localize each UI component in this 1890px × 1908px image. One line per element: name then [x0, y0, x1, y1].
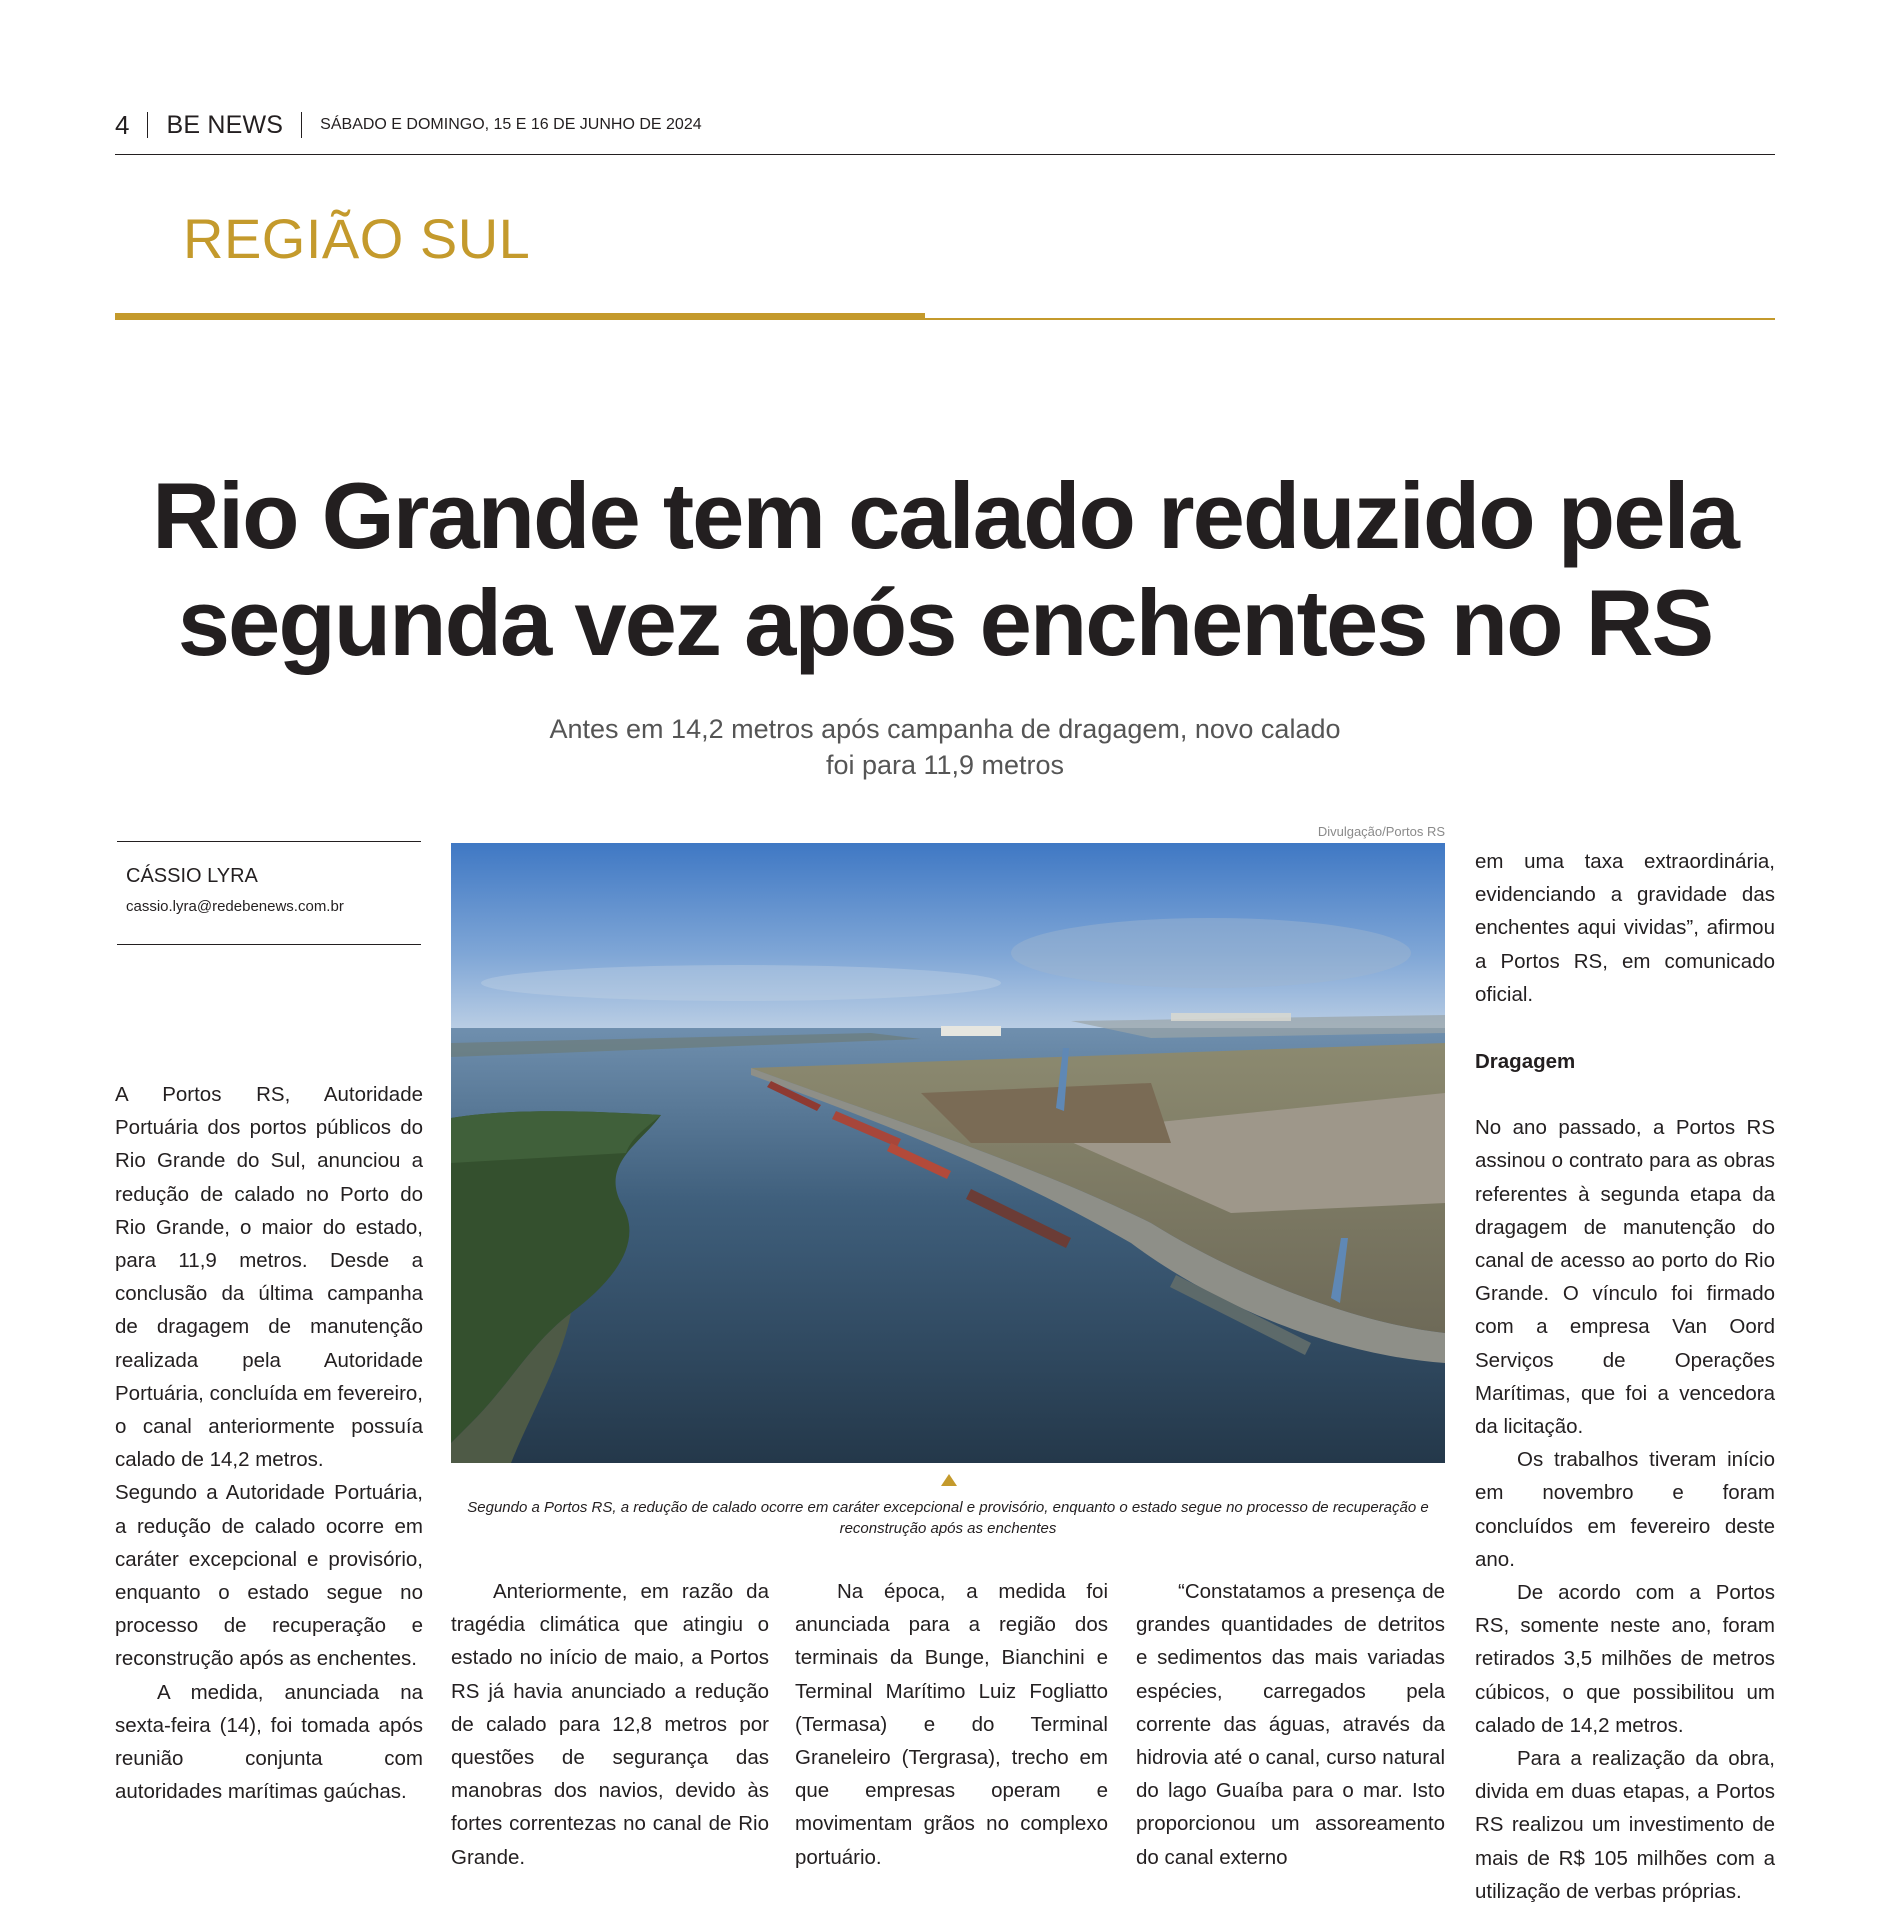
header-divider [301, 112, 302, 138]
paragraph: A Portos RS, Autoridade Portuária dos portos públicos do Rio Grande do Sul, anunciou a redução de calado no Porto do Rio Grande, o maior do estado, para 11,9 metros. Desde a conclusão da última campanha de dragagem de manutenção realizada pela Autoridade Portuária, concluída em fevereiro, o canal anteriormente possuía calado de 14,2 metros. [115, 1083, 423, 1472]
photo-caption: Segundo a Portos RS, a redução de calado ocorre em caráter excepcional e provisório, enquanto o estado segue no processo de recuperação e reconstrução após as enchentes [467, 1499, 1429, 1537]
author-email: cassio.lyra@redebenews.com.br [126, 898, 344, 915]
article-column-2 [451, 1575, 769, 1874]
issue-date: SÁBADO E DOMINGO, 15 E 16 DE JUNHO DE 2024 [320, 116, 702, 133]
paragraph: De acordo com a Portos RS, somente neste ano, foram retirados 3,5 milhões de metros cúbicos, o que possibilitou um calado de 14,2 metros. [1475, 1581, 1775, 1737]
section-rule-thick [115, 313, 925, 320]
paragraph: em uma taxa extraordinária, evidenciando a gravidade das enchentes aqui vividas”, afirmou a Portos RS, em comunicado oficial. [1475, 850, 1775, 1006]
byline-rule-top [117, 841, 421, 842]
section-title: REGIÃO SUL [183, 207, 531, 270]
headline: Rio Grande tem calado reduzido pela segunda vez após enchentes no RS [152, 463, 1738, 675]
article-column-3 [795, 1575, 1108, 1874]
article-column-4 [1136, 1575, 1445, 1874]
paragraph: Os trabalhos tiveram início em novembro e foram concluídos em fevereiro deste ano. [1475, 1448, 1775, 1571]
byline-rule-bottom [117, 944, 421, 945]
paragraph: No ano passado, a Portos RS assinou o contrato para as obras referentes à segunda etapa da dragagem de manutenção do canal de acesso ao porto do Rio Grande. O vínculo foi firmado com a empresa Van Oord Serviços de Operações Marítimas, que foi a vencedora da licitação. [1475, 1116, 1775, 1439]
subheadline: Antes em 14,2 metros após campanha de dragagem, novo calado foi para 11,9 metros [549, 714, 1341, 780]
publication-name: BE NEWS [166, 110, 284, 139]
paragraph: “Constatamos a presença de grandes quantidades de detritos e sedimentos das mais variadas espécies, carregados pela corrente das águas, através da hidrovia até o canal, curso natural do lago Guaíba para o mar. Isto proporcionou um assoreamento do canal externo [1136, 1580, 1445, 1869]
paragraph: Para a realização da obra, divida em duas etapas, a Portos RS realizou um investimento de mais de R$ 105 milhões com a utilização de verbas próprias. [1475, 1747, 1775, 1903]
paragraph: Segundo a Autoridade Portuária, a redução de calado ocorre em caráter excepcional e provisório, enquanto o estado segue no processo de recuperação e reconstrução após as enchentes. [115, 1481, 423, 1671]
running-header [115, 108, 702, 142]
header-divider [147, 112, 148, 138]
port-aerial-photo [451, 843, 1445, 1463]
article-column-5 [1475, 845, 1775, 1908]
page-number: 4 [115, 109, 130, 140]
author-name: CÁSSIO LYRA [126, 865, 258, 887]
photo-credit: Divulgação/Portos RS [1317, 824, 1445, 839]
article-column-1 [115, 1078, 423, 1808]
port-aerial-illustration [451, 843, 1445, 1463]
caption-marker-icon [941, 1474, 957, 1486]
paragraph: A medida, anunciada na sexta-feira (14), foi tomada após reunião conjunta com autoridades marítimas gaúchas. [115, 1680, 423, 1804]
paragraph: Na época, a medida foi anunciada para a região dos terminais da Bunge, Bianchini e Terminal Marítimo Luiz Fogliatto (Termasa) e do Terminal Graneleiro (Tergrasa), trecho em que empresas operam e movimentam grãos no complexo portuário. [795, 1580, 1108, 1869]
header-rule [115, 154, 1775, 155]
intertitle: Dragagem [1475, 1050, 1576, 1074]
paragraph: Anteriormente, em razão da tragédia climática que atingiu o estado no início de maio, a Portos RS já havia anunciado a redução de calado para 12,8 metros por questões de segurança das manobras dos navios, devido às fortes correntezas no canal de Rio Grande. [451, 1580, 769, 1869]
